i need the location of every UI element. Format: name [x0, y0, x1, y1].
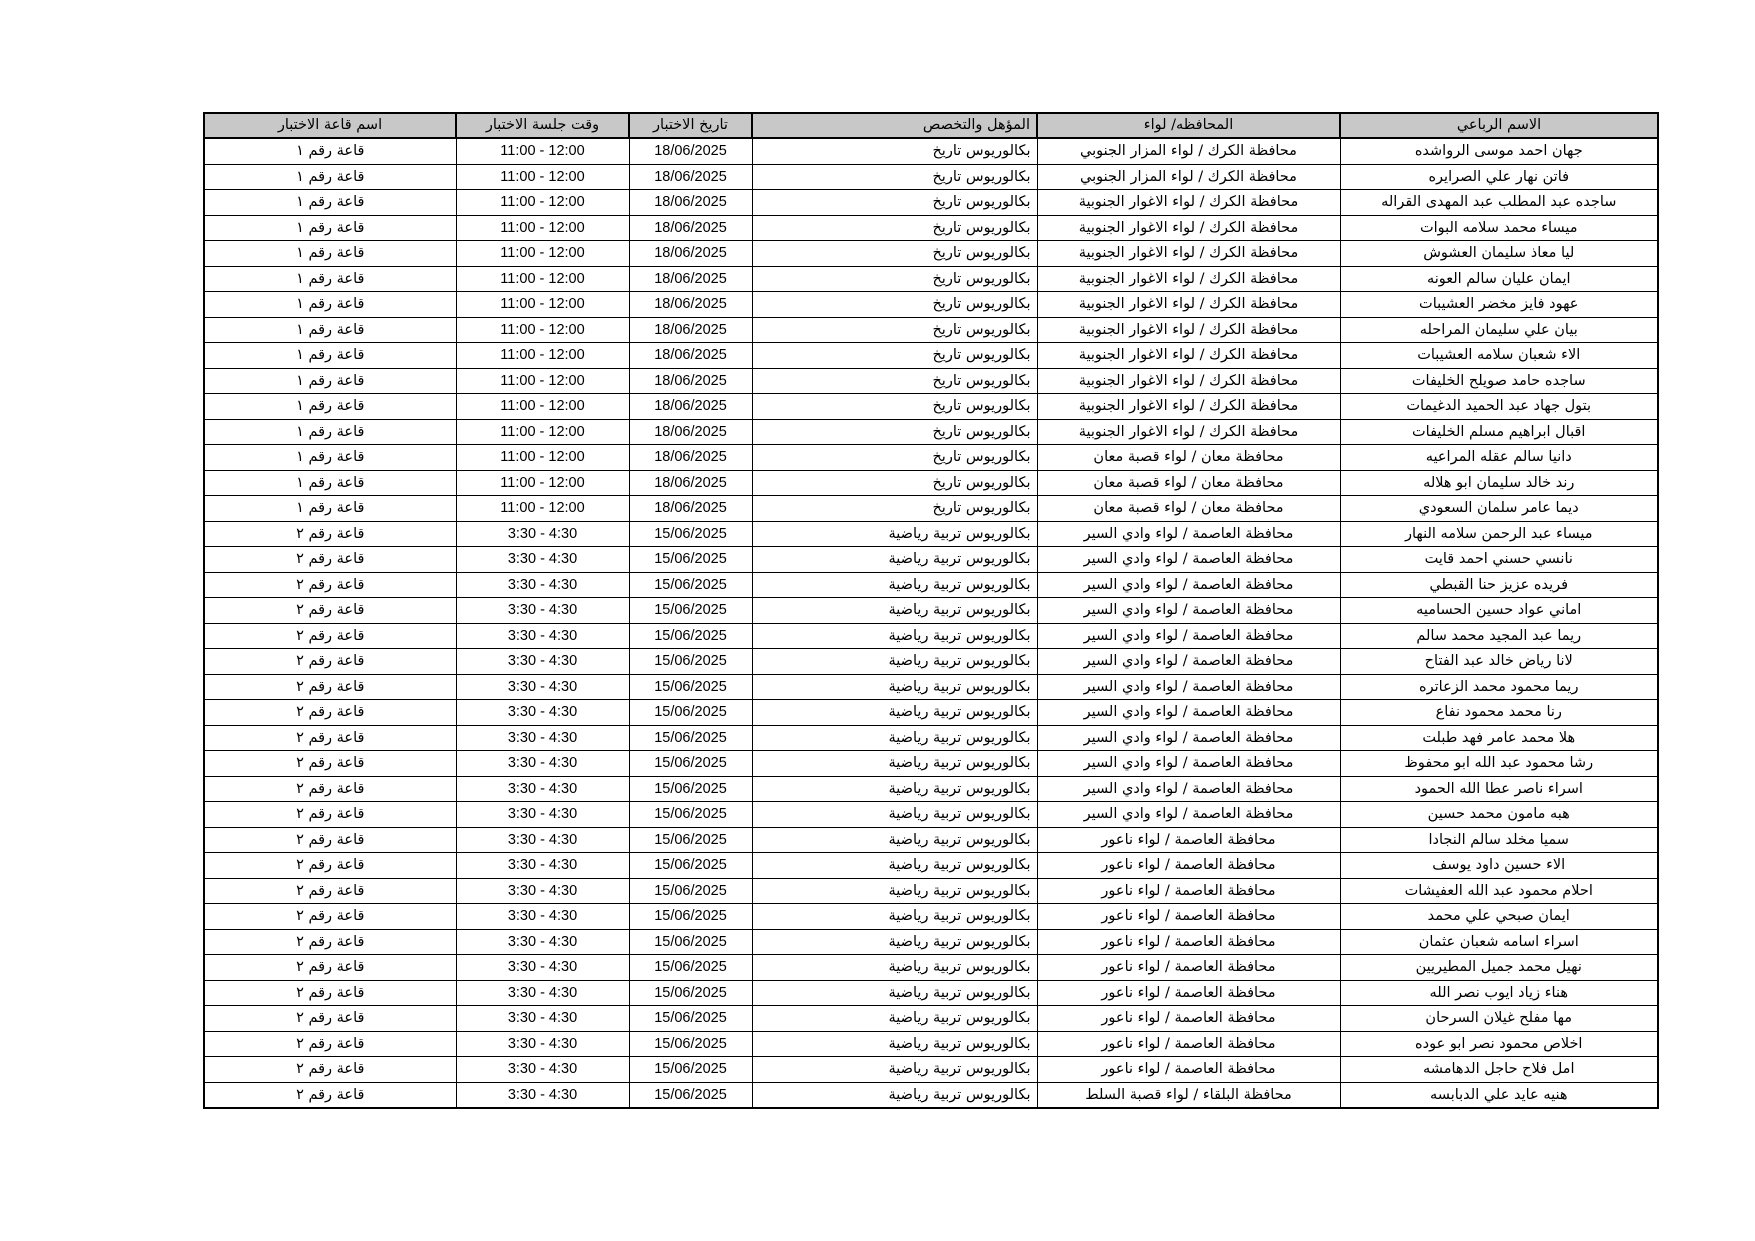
- cell-name: الاء حسين داود يوسف: [1340, 853, 1658, 879]
- table-row: [204, 496, 1658, 522]
- cell-time: 3:30 - 4:30: [456, 623, 629, 649]
- cell-governorate: محافظة الكرك / لواء الاغوار الجنوبية: [1037, 394, 1340, 420]
- cell-governorate: محافظة العاصمة / لواء ناعور: [1037, 955, 1340, 981]
- cell-governorate: محافظة معان / لواء قصبة معان: [1037, 445, 1340, 471]
- cell-time: 3:30 - 4:30: [456, 878, 629, 904]
- cell-name: فاتن نهار علي الصرايره: [1340, 164, 1658, 190]
- cell-date: 15/06/2025: [629, 980, 752, 1006]
- cell-hall: قاعة رقم ٢: [204, 955, 456, 981]
- table-row: [204, 598, 1658, 624]
- cell-date: 18/06/2025: [629, 343, 752, 369]
- cell-date: 18/06/2025: [629, 419, 752, 445]
- header-qualification: المؤهل والتخصص: [752, 113, 1037, 138]
- table-row: [204, 904, 1658, 930]
- cell-name: هبه مامون محمد حسين: [1340, 802, 1658, 828]
- cell-qualification: بكالوريوس تاريخ: [752, 241, 1037, 267]
- cell-qualification: بكالوريوس تربية رياضية: [752, 955, 1037, 981]
- cell-hall: قاعة رقم ٢: [204, 572, 456, 598]
- cell-hall: قاعة رقم ١: [204, 164, 456, 190]
- cell-qualification: بكالوريوس تاريخ: [752, 419, 1037, 445]
- cell-governorate: محافظة العاصمة / لواء وادي السير: [1037, 725, 1340, 751]
- cell-qualification: بكالوريوس تربية رياضية: [752, 776, 1037, 802]
- cell-time: 11:00 - 12:00: [456, 292, 629, 318]
- cell-hall: قاعة رقم ٢: [204, 521, 456, 547]
- cell-name: لانا رياض خالد عبد الفتاح: [1340, 649, 1658, 675]
- cell-name: ليا معاذ سليمان العشوش: [1340, 241, 1658, 267]
- cell-time: 3:30 - 4:30: [456, 751, 629, 777]
- cell-hall: قاعة رقم ١: [204, 496, 456, 522]
- table-row: [204, 266, 1658, 292]
- cell-qualification: بكالوريوس تربية رياضية: [752, 1057, 1037, 1083]
- cell-date: 18/06/2025: [629, 368, 752, 394]
- cell-governorate: محافظة العاصمة / لواء ناعور: [1037, 980, 1340, 1006]
- table-row: [204, 802, 1658, 828]
- cell-name: ديما عامر سلمان السعودي: [1340, 496, 1658, 522]
- cell-name: رشا محمود عبد الله ابو محفوظ: [1340, 751, 1658, 777]
- cell-hall: قاعة رقم ١: [204, 368, 456, 394]
- cell-name: اخلاص محمود نصر ابو عوده: [1340, 1031, 1658, 1057]
- cell-date: 18/06/2025: [629, 266, 752, 292]
- cell-hall: قاعة رقم ١: [204, 138, 456, 164]
- cell-time: 3:30 - 4:30: [456, 1082, 629, 1108]
- cell-hall: قاعة رقم ٢: [204, 802, 456, 828]
- cell-qualification: بكالوريوس تربية رياضية: [752, 980, 1037, 1006]
- cell-date: 15/06/2025: [629, 521, 752, 547]
- cell-time: 3:30 - 4:30: [456, 1057, 629, 1083]
- cell-qualification: بكالوريوس تاريخ: [752, 317, 1037, 343]
- cell-governorate: محافظة الكرك / لواء الاغوار الجنوبية: [1037, 241, 1340, 267]
- cell-time: 11:00 - 12:00: [456, 470, 629, 496]
- table-row: [204, 1031, 1658, 1057]
- cell-date: 18/06/2025: [629, 164, 752, 190]
- cell-time: 11:00 - 12:00: [456, 241, 629, 267]
- cell-name: هلا محمد عامر فهد طبلت: [1340, 725, 1658, 751]
- cell-time: 3:30 - 4:30: [456, 1006, 629, 1032]
- cell-date: 18/06/2025: [629, 190, 752, 216]
- table-row: [204, 1006, 1658, 1032]
- cell-hall: قاعة رقم ٢: [204, 1082, 456, 1108]
- cell-name: ساجده حامد صويلح الخليفات: [1340, 368, 1658, 394]
- cell-governorate: محافظة العاصمة / لواء وادي السير: [1037, 623, 1340, 649]
- cell-time: 11:00 - 12:00: [456, 190, 629, 216]
- cell-time: 11:00 - 12:00: [456, 164, 629, 190]
- cell-time: 11:00 - 12:00: [456, 368, 629, 394]
- table-row: [204, 1082, 1658, 1108]
- cell-name: اسراء ناصر عطا الله الحمود: [1340, 776, 1658, 802]
- table-row: [204, 547, 1658, 573]
- cell-date: 15/06/2025: [629, 674, 752, 700]
- table-row: [204, 521, 1658, 547]
- cell-time: 3:30 - 4:30: [456, 1031, 629, 1057]
- cell-governorate: محافظة الكرك / لواء الاغوار الجنوبية: [1037, 419, 1340, 445]
- cell-date: 15/06/2025: [629, 547, 752, 573]
- cell-time: 11:00 - 12:00: [456, 394, 629, 420]
- cell-name: جهان احمد موسى الرواشده: [1340, 138, 1658, 164]
- cell-date: 15/06/2025: [629, 827, 752, 853]
- cell-date: 18/06/2025: [629, 138, 752, 164]
- cell-time: 11:00 - 12:00: [456, 496, 629, 522]
- cell-hall: قاعة رقم ٢: [204, 623, 456, 649]
- cell-time: 3:30 - 4:30: [456, 802, 629, 828]
- cell-name: الاء شعبان سلامه العشيبات: [1340, 343, 1658, 369]
- cell-date: 15/06/2025: [629, 904, 752, 930]
- cell-governorate: محافظة العاصمة / لواء ناعور: [1037, 1006, 1340, 1032]
- table-row: [204, 368, 1658, 394]
- cell-qualification: بكالوريوس تاريخ: [752, 470, 1037, 496]
- cell-name: هناء زياد ايوب نصر الله: [1340, 980, 1658, 1006]
- cell-date: 15/06/2025: [629, 572, 752, 598]
- cell-time: 3:30 - 4:30: [456, 649, 629, 675]
- cell-governorate: محافظة العاصمة / لواء وادي السير: [1037, 674, 1340, 700]
- cell-hall: قاعة رقم ٢: [204, 878, 456, 904]
- cell-time: 3:30 - 4:30: [456, 904, 629, 930]
- cell-governorate: محافظة الكرك / لواء الاغوار الجنوبية: [1037, 266, 1340, 292]
- cell-hall: قاعة رقم ١: [204, 445, 456, 471]
- cell-qualification: بكالوريوس تاريخ: [752, 496, 1037, 522]
- cell-name: اسراء اسامه شعبان عثمان: [1340, 929, 1658, 955]
- cell-name: ايمان صبحي علي محمد: [1340, 904, 1658, 930]
- cell-hall: قاعة رقم ٢: [204, 929, 456, 955]
- cell-hall: قاعة رقم ٢: [204, 649, 456, 675]
- table-row: [204, 317, 1658, 343]
- cell-date: 15/06/2025: [629, 1057, 752, 1083]
- cell-governorate: محافظة العاصمة / لواء وادي السير: [1037, 700, 1340, 726]
- cell-governorate: محافظة العاصمة / لواء ناعور: [1037, 853, 1340, 879]
- cell-time: 11:00 - 12:00: [456, 343, 629, 369]
- cell-name: نهيل محمد جميل المطيريين: [1340, 955, 1658, 981]
- cell-governorate: محافظة الكرك / لواء الاغوار الجنوبية: [1037, 343, 1340, 369]
- cell-qualification: بكالوريوس تربية رياضية: [752, 598, 1037, 624]
- cell-date: 15/06/2025: [629, 853, 752, 879]
- cell-name: بيان علي سليمان المراحله: [1340, 317, 1658, 343]
- cell-hall: قاعة رقم ٢: [204, 1057, 456, 1083]
- cell-date: 18/06/2025: [629, 241, 752, 267]
- table-row: [204, 649, 1658, 675]
- table-row: [204, 419, 1658, 445]
- cell-qualification: بكالوريوس تربية رياضية: [752, 674, 1037, 700]
- cell-hall: قاعة رقم ١: [204, 317, 456, 343]
- cell-name: هنيه عايد علي الدبابسه: [1340, 1082, 1658, 1108]
- cell-hall: قاعة رقم ٢: [204, 700, 456, 726]
- table-row: [204, 470, 1658, 496]
- table-row: [204, 292, 1658, 318]
- cell-qualification: بكالوريوس تربية رياضية: [752, 904, 1037, 930]
- header-name: الاسم الرباعي: [1340, 113, 1658, 138]
- cell-name: اقبال ابراهيم مسلم الخليفات: [1340, 419, 1658, 445]
- cell-qualification: بكالوريوس تربية رياضية: [752, 572, 1037, 598]
- table-row: [204, 445, 1658, 471]
- cell-time: 3:30 - 4:30: [456, 853, 629, 879]
- header-row: [204, 113, 1658, 138]
- cell-name: بتول جهاد عبد الحميد الدغيمات: [1340, 394, 1658, 420]
- cell-name: اماني عواد حسين الحساميه: [1340, 598, 1658, 624]
- table-row: [204, 190, 1658, 216]
- table-row: [204, 572, 1658, 598]
- header-date: تاريخ الاختبار: [629, 113, 752, 138]
- cell-time: 3:30 - 4:30: [456, 547, 629, 573]
- cell-date: 18/06/2025: [629, 292, 752, 318]
- cell-governorate: محافظة معان / لواء قصبة معان: [1037, 496, 1340, 522]
- cell-name: ساجده عبد المطلب عبد المهدى القراله: [1340, 190, 1658, 216]
- table-row: [204, 853, 1658, 879]
- cell-governorate: محافظة العاصمة / لواء وادي السير: [1037, 572, 1340, 598]
- cell-time: 3:30 - 4:30: [456, 674, 629, 700]
- cell-governorate: محافظة العاصمة / لواء وادي السير: [1037, 802, 1340, 828]
- cell-governorate: محافظة العاصمة / لواء ناعور: [1037, 878, 1340, 904]
- table-row: [204, 215, 1658, 241]
- cell-name: رند خالد سليمان ابو هلاله: [1340, 470, 1658, 496]
- cell-governorate: محافظة العاصمة / لواء وادي السير: [1037, 521, 1340, 547]
- cell-name: ريما عبد المجيد محمد سالم: [1340, 623, 1658, 649]
- cell-name: رنا محمد محمود نفاع: [1340, 700, 1658, 726]
- cell-date: 15/06/2025: [629, 802, 752, 828]
- cell-qualification: بكالوريوس تاريخ: [752, 445, 1037, 471]
- cell-hall: قاعة رقم ١: [204, 292, 456, 318]
- cell-time: 11:00 - 12:00: [456, 215, 629, 241]
- cell-time: 3:30 - 4:30: [456, 521, 629, 547]
- cell-time: 3:30 - 4:30: [456, 929, 629, 955]
- cell-governorate: محافظة الكرك / لواء المزار الجنوبي: [1037, 138, 1340, 164]
- cell-qualification: بكالوريوس تاريخ: [752, 266, 1037, 292]
- cell-qualification: بكالوريوس تربية رياضية: [752, 1006, 1037, 1032]
- table-row: [204, 164, 1658, 190]
- cell-time: 11:00 - 12:00: [456, 317, 629, 343]
- cell-name: احلام محمود عبد الله العفيشات: [1340, 878, 1658, 904]
- cell-hall: قاعة رقم ٢: [204, 853, 456, 879]
- cell-date: 15/06/2025: [629, 623, 752, 649]
- cell-time: 11:00 - 12:00: [456, 445, 629, 471]
- cell-hall: قاعة رقم ١: [204, 343, 456, 369]
- cell-hall: قاعة رقم ٢: [204, 1031, 456, 1057]
- cell-time: 3:30 - 4:30: [456, 955, 629, 981]
- table-row: [204, 878, 1658, 904]
- cell-date: 15/06/2025: [629, 1006, 752, 1032]
- cell-date: 15/06/2025: [629, 878, 752, 904]
- cell-date: 15/06/2025: [629, 649, 752, 675]
- cell-name: ريما محمود محمد الزعاتره: [1340, 674, 1658, 700]
- cell-qualification: بكالوريوس تربية رياضية: [752, 521, 1037, 547]
- cell-governorate: محافظة العاصمة / لواء ناعور: [1037, 1031, 1340, 1057]
- table-row: [204, 776, 1658, 802]
- cell-hall: قاعة رقم ١: [204, 394, 456, 420]
- cell-qualification: بكالوريوس تربية رياضية: [752, 623, 1037, 649]
- cell-hall: قاعة رقم ١: [204, 190, 456, 216]
- cell-qualification: بكالوريوس تاريخ: [752, 164, 1037, 190]
- cell-name: نانسي حسني احمد قايت: [1340, 547, 1658, 573]
- cell-date: 15/06/2025: [629, 725, 752, 751]
- cell-qualification: بكالوريوس تربية رياضية: [752, 547, 1037, 573]
- cell-hall: قاعة رقم ٢: [204, 751, 456, 777]
- cell-qualification: بكالوريوس تاريخ: [752, 138, 1037, 164]
- cell-qualification: بكالوريوس تاريخ: [752, 394, 1037, 420]
- cell-hall: قاعة رقم ١: [204, 241, 456, 267]
- cell-governorate: محافظة العاصمة / لواء وادي السير: [1037, 751, 1340, 777]
- cell-qualification: بكالوريوس تاريخ: [752, 292, 1037, 318]
- cell-date: 15/06/2025: [629, 929, 752, 955]
- cell-time: 3:30 - 4:30: [456, 725, 629, 751]
- cell-time: 11:00 - 12:00: [456, 419, 629, 445]
- table-row: [204, 674, 1658, 700]
- cell-qualification: بكالوريوس تربية رياضية: [752, 827, 1037, 853]
- cell-governorate: محافظة العاصمة / لواء وادي السير: [1037, 598, 1340, 624]
- cell-date: 15/06/2025: [629, 598, 752, 624]
- cell-hall: قاعة رقم ٢: [204, 827, 456, 853]
- cell-governorate: محافظة العاصمة / لواء وادي السير: [1037, 776, 1340, 802]
- cell-date: 15/06/2025: [629, 700, 752, 726]
- cell-qualification: بكالوريوس تاريخ: [752, 368, 1037, 394]
- cell-governorate: محافظة العاصمة / لواء ناعور: [1037, 904, 1340, 930]
- table-row: [204, 394, 1658, 420]
- cell-hall: قاعة رقم ١: [204, 266, 456, 292]
- cell-date: 15/06/2025: [629, 955, 752, 981]
- cell-time: 3:30 - 4:30: [456, 700, 629, 726]
- cell-qualification: بكالوريوس تربية رياضية: [752, 725, 1037, 751]
- cell-governorate: محافظة معان / لواء قصبة معان: [1037, 470, 1340, 496]
- table-row: [204, 751, 1658, 777]
- cell-qualification: بكالوريوس تربية رياضية: [752, 853, 1037, 879]
- table-row: [204, 955, 1658, 981]
- cell-date: 18/06/2025: [629, 470, 752, 496]
- cell-governorate: محافظة العاصمة / لواء وادي السير: [1037, 649, 1340, 675]
- cell-qualification: بكالوريوس تربية رياضية: [752, 1031, 1037, 1057]
- cell-time: 3:30 - 4:30: [456, 827, 629, 853]
- cell-governorate: محافظة الكرك / لواء الاغوار الجنوبية: [1037, 215, 1340, 241]
- cell-time: 3:30 - 4:30: [456, 572, 629, 598]
- cell-date: 15/06/2025: [629, 1031, 752, 1057]
- cell-qualification: بكالوريوس تاريخ: [752, 215, 1037, 241]
- cell-date: 15/06/2025: [629, 1082, 752, 1108]
- cell-date: 15/06/2025: [629, 751, 752, 777]
- header-governorate: المحافظه/ لواء: [1037, 113, 1340, 138]
- cell-qualification: بكالوريوس تربية رياضية: [752, 929, 1037, 955]
- cell-governorate: محافظة العاصمة / لواء ناعور: [1037, 929, 1340, 955]
- cell-hall: قاعة رقم ٢: [204, 980, 456, 1006]
- cell-hall: قاعة رقم ٢: [204, 1006, 456, 1032]
- cell-name: عهود فايز مخضر العشيبات: [1340, 292, 1658, 318]
- cell-governorate: محافظة الكرك / لواء الاغوار الجنوبية: [1037, 190, 1340, 216]
- table-row: [204, 929, 1658, 955]
- cell-governorate: محافظة البلقاء / لواء قصبة السلط: [1037, 1082, 1340, 1108]
- table-row: [204, 827, 1658, 853]
- cell-name: ميساء محمد سلامه البوات: [1340, 215, 1658, 241]
- table-row: [204, 241, 1658, 267]
- cell-date: 15/06/2025: [629, 776, 752, 802]
- cell-name: ميساء عبد الرحمن سلامه النهار: [1340, 521, 1658, 547]
- table-body: [204, 138, 1658, 1108]
- table-row: [204, 725, 1658, 751]
- cell-hall: قاعة رقم ٢: [204, 725, 456, 751]
- cell-qualification: بكالوريوس تربية رياضية: [752, 878, 1037, 904]
- cell-hall: قاعة رقم ٢: [204, 776, 456, 802]
- cell-time: 11:00 - 12:00: [456, 266, 629, 292]
- cell-hall: قاعة رقم ٢: [204, 674, 456, 700]
- cell-qualification: بكالوريوس تاريخ: [752, 343, 1037, 369]
- cell-governorate: محافظة الكرك / لواء الاغوار الجنوبية: [1037, 368, 1340, 394]
- cell-time: 11:00 - 12:00: [456, 138, 629, 164]
- cell-date: 18/06/2025: [629, 394, 752, 420]
- cell-qualification: بكالوريوس تربية رياضية: [752, 802, 1037, 828]
- cell-hall: قاعة رقم ٢: [204, 904, 456, 930]
- cell-hall: قاعة رقم ٢: [204, 547, 456, 573]
- table-header: [204, 113, 1658, 138]
- table-row: [204, 343, 1658, 369]
- cell-governorate: محافظة العاصمة / لواء ناعور: [1037, 827, 1340, 853]
- cell-governorate: محافظة العاصمة / لواء ناعور: [1037, 1057, 1340, 1083]
- cell-time: 3:30 - 4:30: [456, 598, 629, 624]
- cell-governorate: محافظة العاصمة / لواء وادي السير: [1037, 547, 1340, 573]
- table-row: [204, 700, 1658, 726]
- table-row: [204, 1057, 1658, 1083]
- cell-name: ايمان عليان سالم العونه: [1340, 266, 1658, 292]
- cell-hall: قاعة رقم ٢: [204, 598, 456, 624]
- cell-name: مها مفلح غيلان السرحان: [1340, 1006, 1658, 1032]
- cell-hall: قاعة رقم ١: [204, 470, 456, 496]
- cell-date: 18/06/2025: [629, 445, 752, 471]
- cell-qualification: بكالوريوس تربية رياضية: [752, 700, 1037, 726]
- cell-time: 3:30 - 4:30: [456, 776, 629, 802]
- cell-governorate: محافظة الكرك / لواء المزار الجنوبي: [1037, 164, 1340, 190]
- cell-time: 3:30 - 4:30: [456, 980, 629, 1006]
- cell-governorate: محافظة الكرك / لواء الاغوار الجنوبية: [1037, 292, 1340, 318]
- cell-qualification: بكالوريوس تربية رياضية: [752, 649, 1037, 675]
- cell-name: دانيا سالم عقله المراعيه: [1340, 445, 1658, 471]
- header-hall: اسم قاعة الاختبار: [204, 113, 456, 138]
- table-row: [204, 623, 1658, 649]
- cell-hall: قاعة رقم ١: [204, 419, 456, 445]
- cell-qualification: بكالوريوس تاريخ: [752, 190, 1037, 216]
- cell-name: امل فلاح حاجل الدهامشه: [1340, 1057, 1658, 1083]
- table-row: [204, 138, 1658, 164]
- cell-governorate: محافظة الكرك / لواء الاغوار الجنوبية: [1037, 317, 1340, 343]
- header-time: وقت جلسة الاختبار: [456, 113, 629, 138]
- cell-name: فريده عزيز حنا القبطي: [1340, 572, 1658, 598]
- cell-name: سميا مخلد سالم النجادا: [1340, 827, 1658, 853]
- cell-qualification: بكالوريوس تربية رياضية: [752, 1082, 1037, 1108]
- table-row: [204, 980, 1658, 1006]
- cell-date: 18/06/2025: [629, 496, 752, 522]
- cell-date: 18/06/2025: [629, 215, 752, 241]
- exam-schedule-table: [203, 112, 1659, 1109]
- cell-qualification: بكالوريوس تربية رياضية: [752, 751, 1037, 777]
- cell-date: 18/06/2025: [629, 317, 752, 343]
- cell-hall: قاعة رقم ١: [204, 215, 456, 241]
